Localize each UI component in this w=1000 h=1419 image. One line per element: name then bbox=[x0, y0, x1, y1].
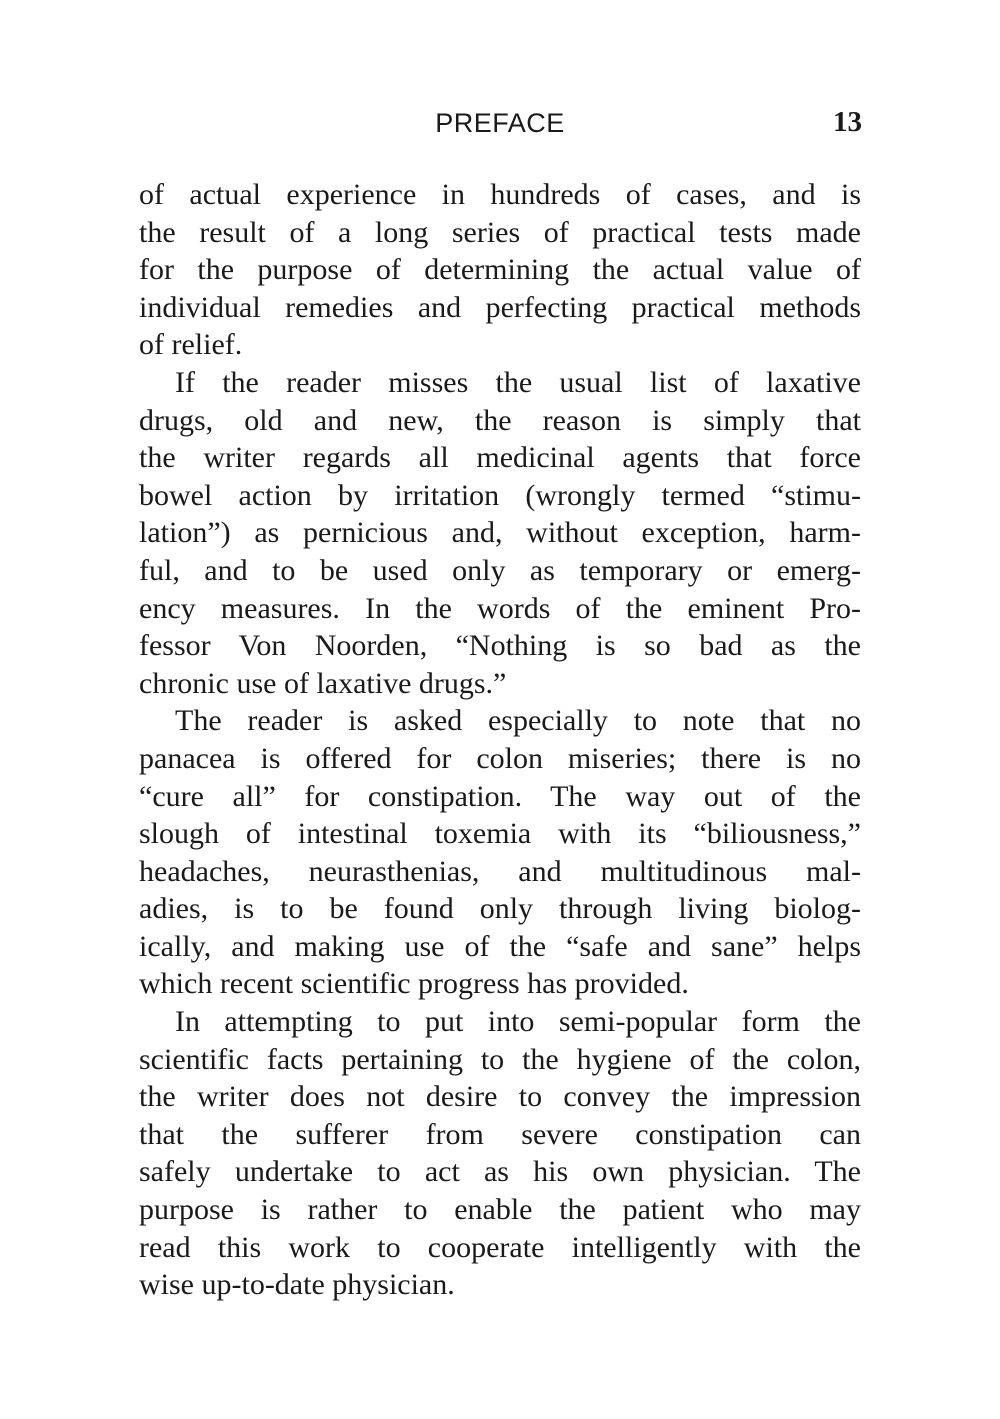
text-line: which recent scientific progress has provided. bbox=[139, 967, 689, 1001]
text-line: for the purpose of determining the actual value of bbox=[139, 253, 861, 287]
text-line: ful, and to be used only as temporary or emerg- bbox=[139, 553, 861, 587]
paragraph-1 bbox=[139, 176, 861, 364]
text-line: of actual experience in hundreds of cases, and is bbox=[139, 178, 861, 211]
text-line: ency measures. In the words of the eminent Pro- bbox=[139, 591, 861, 625]
text-line: “cure all” for constipation. The way out of the bbox=[139, 779, 861, 813]
text-line: wise up-to-date physician. bbox=[139, 1268, 455, 1302]
page-number: 13 bbox=[833, 106, 862, 138]
text-line: that the sufferer from severe constipation can bbox=[139, 1117, 861, 1151]
paragraph-4 bbox=[139, 1003, 861, 1304]
text-line: drugs, old and new, the reason is simply that bbox=[139, 403, 861, 437]
text-line: ically, and making use of the “safe and sane” helps bbox=[139, 929, 861, 963]
text-line: the result of a long series of practical tests made bbox=[139, 215, 861, 249]
text-line: If the reader misses the usual list of laxative bbox=[175, 365, 861, 399]
text-line: The reader is asked especially to note that no bbox=[175, 704, 861, 738]
text-line: panacea is offered for colon miseries; there is no bbox=[139, 741, 861, 775]
running-head bbox=[0, 104, 1000, 144]
text-line: chronic use of laxative drugs.” bbox=[139, 666, 507, 700]
text-line: purpose is rather to enable the patient who may bbox=[139, 1193, 861, 1227]
text-line: fessor Von Noorden, “Nothing is so bad as the bbox=[139, 629, 861, 663]
paragraph-3 bbox=[139, 702, 861, 1003]
text-line: headaches, neurasthenias, and multitudinous mal- bbox=[139, 854, 861, 888]
text-line: scientific facts pertaining to the hygiene of the colon, bbox=[139, 1042, 861, 1076]
text-line: In attempting to put into semi-popular form the bbox=[175, 1005, 861, 1039]
text-line: the writer regards all medicinal agents that force bbox=[139, 441, 861, 475]
running-title: PREFACE bbox=[435, 108, 565, 138]
text-line: slough of intestinal toxemia with its “biliousness,” bbox=[139, 817, 861, 851]
body-text bbox=[139, 176, 861, 1304]
paragraph-2 bbox=[139, 364, 861, 702]
text-line: safely undertake to act as his own physician. The bbox=[139, 1155, 861, 1189]
text-line: adies, is to be found only through living biolog- bbox=[139, 892, 861, 926]
text-line: the writer does not desire to convey the impression bbox=[139, 1080, 861, 1114]
text-line: bowel action by irritation (wrongly termed “stimu- bbox=[139, 478, 861, 512]
text-line: individual remedies and perfecting practical methods bbox=[139, 290, 861, 324]
text-line: of relief. bbox=[139, 328, 243, 362]
text-line: lation”) as pernicious and, without exception, harm- bbox=[139, 516, 861, 550]
text-line: read this work to cooperate intelligently with the bbox=[139, 1230, 861, 1264]
